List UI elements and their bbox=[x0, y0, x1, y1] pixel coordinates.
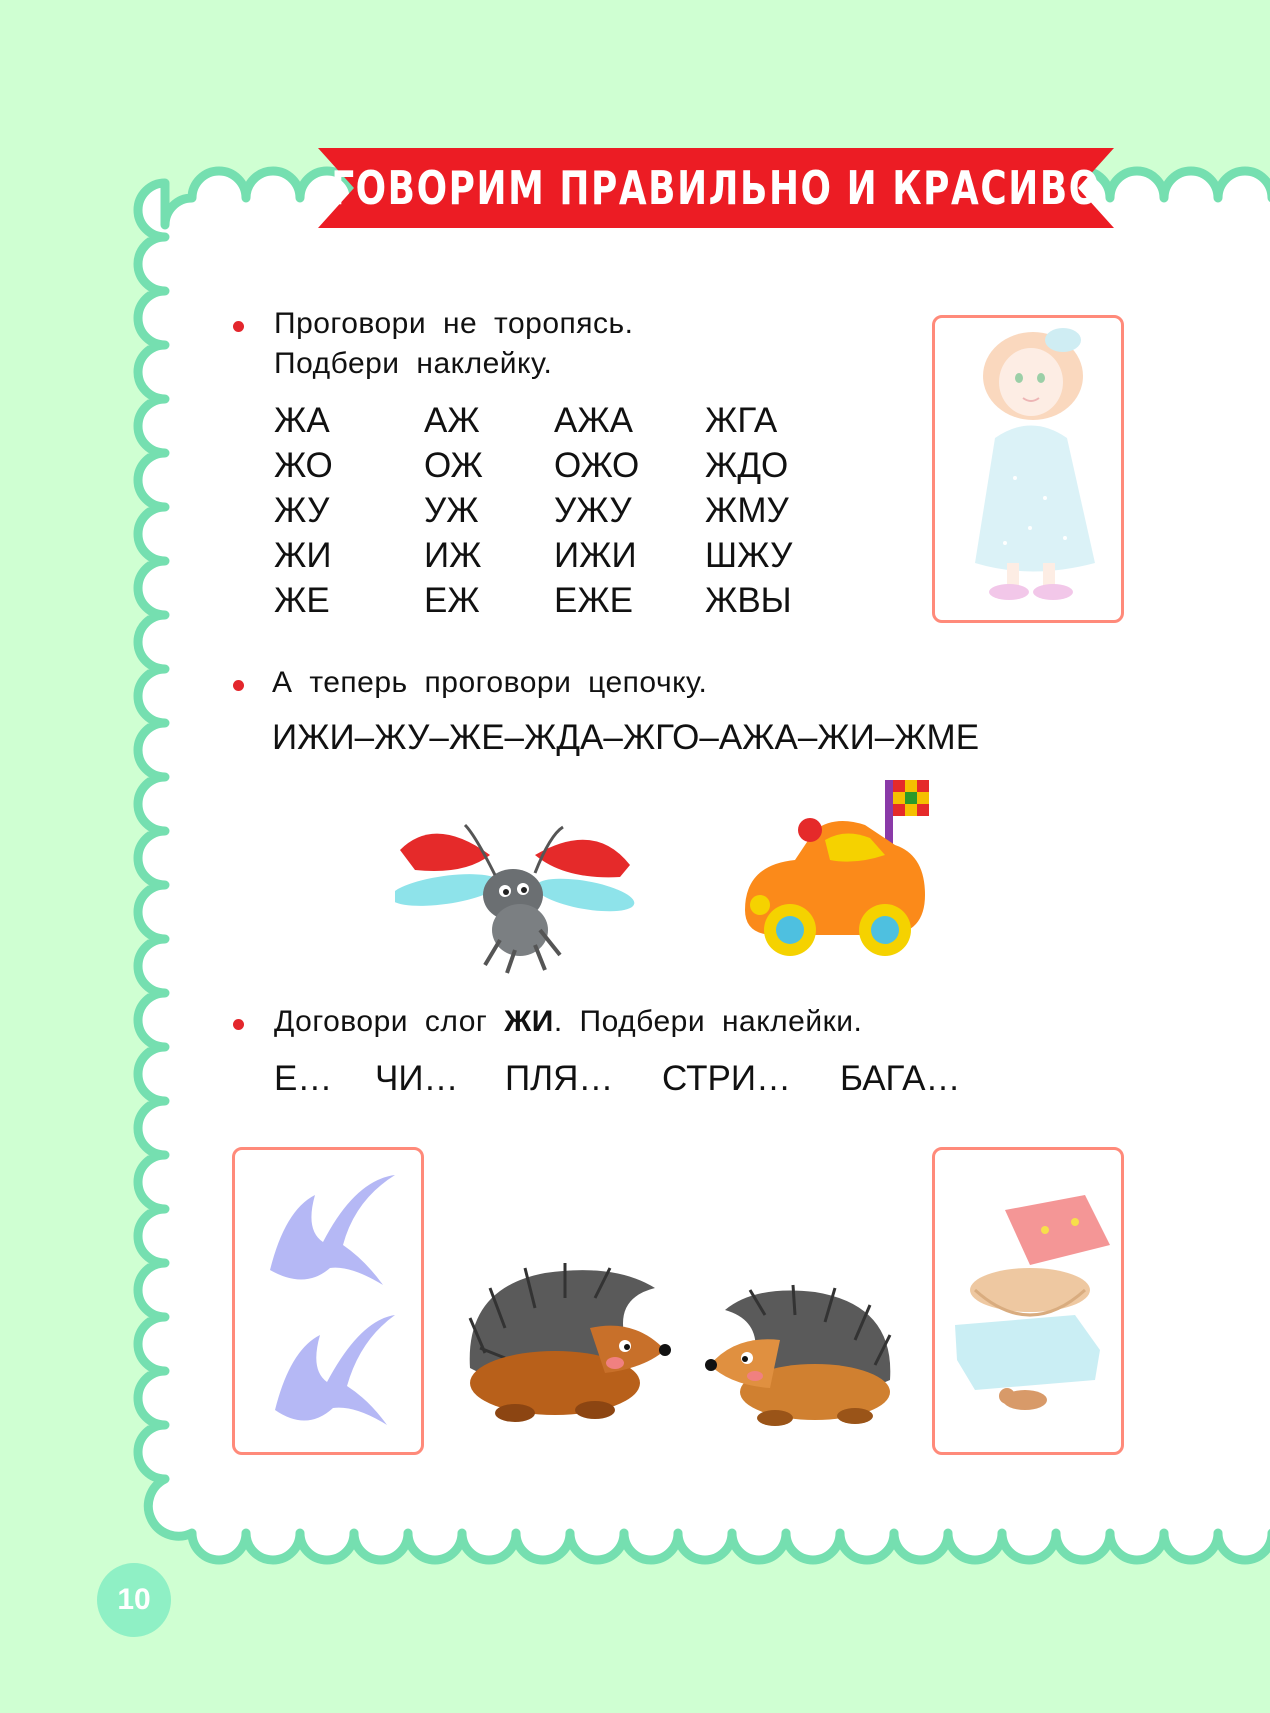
syllable: ОЖ bbox=[424, 446, 483, 485]
syllable-column-2 bbox=[424, 398, 483, 623]
syllable: ЕЖЕ bbox=[554, 581, 634, 620]
task3-instruction-after: . Подбери наклейки. bbox=[553, 1005, 863, 1038]
bullet-task2 bbox=[233, 680, 244, 691]
word-fragment: Е… bbox=[274, 1059, 333, 1098]
page-title: ГОВОРИМ ПРАВИЛЬНО И КРАСИВО bbox=[331, 161, 1101, 215]
luggage-sticker-icon bbox=[935, 1150, 1121, 1452]
syllable: ЖУ bbox=[274, 491, 330, 530]
syllable: УЖУ bbox=[554, 491, 632, 530]
syllable: ЖМУ bbox=[705, 491, 789, 530]
swallows-sticker-icon bbox=[235, 1150, 421, 1452]
task1-line2: Подбери наклейку. bbox=[274, 347, 553, 380]
toy-car-icon bbox=[735, 770, 935, 975]
task1-line1: Проговори не торопясь. bbox=[274, 307, 634, 340]
word-fragment: БАГА… bbox=[840, 1059, 961, 1098]
girl-sticker-icon bbox=[935, 318, 1121, 620]
syllable-column-4 bbox=[705, 398, 792, 623]
sticker-slot-girl[interactable] bbox=[932, 315, 1124, 623]
hedgehog-icon bbox=[465, 1258, 675, 1428]
syllable-chain: ИЖИ–ЖУ–ЖЕ–ЖДА–ЖГО–АЖА–ЖИ–ЖМЕ bbox=[272, 718, 980, 757]
word-fragment: СТРИ… bbox=[662, 1059, 791, 1098]
syllable: ЖВЫ bbox=[705, 581, 792, 620]
sticker-slot-swallows[interactable] bbox=[232, 1147, 424, 1455]
task3-instruction-before: Договори слог bbox=[274, 1005, 488, 1038]
word-fragment: ЧИ… bbox=[375, 1059, 459, 1098]
hedgehog-icon bbox=[705, 1280, 895, 1430]
syllable: АЖА bbox=[554, 401, 634, 440]
word-fragment: ПЛЯ… bbox=[505, 1059, 614, 1098]
task3-instruction bbox=[274, 1002, 862, 1042]
syllable: ЖО bbox=[274, 446, 333, 485]
syllable: ИЖИ bbox=[554, 536, 637, 575]
syllable: ЕЖ bbox=[424, 581, 480, 620]
syllable-column-1 bbox=[274, 398, 333, 623]
bullet-task1 bbox=[233, 321, 244, 332]
syllable: ОЖО bbox=[554, 446, 640, 485]
page-number: 10 bbox=[97, 1563, 171, 1637]
task3-syllable: ЖИ bbox=[504, 1005, 554, 1038]
syllable: ЖИ bbox=[274, 536, 332, 575]
beetle-icon bbox=[395, 815, 635, 975]
syllable: ЖДО bbox=[705, 446, 789, 485]
syllable: АЖ bbox=[424, 401, 480, 440]
sticker-slot-luggage[interactable] bbox=[932, 1147, 1124, 1455]
syllable: ЖГА bbox=[705, 401, 778, 440]
bullet-task3 bbox=[233, 1019, 244, 1030]
syllable-column-3 bbox=[554, 398, 639, 623]
syllable: ИЖ bbox=[424, 536, 482, 575]
syllable: УЖ bbox=[424, 491, 479, 530]
syllable: ЖА bbox=[274, 401, 330, 440]
syllable: ШЖУ bbox=[705, 536, 793, 575]
task2-instruction: А теперь проговори цепочку. bbox=[272, 666, 708, 699]
syllable: ЖЕ bbox=[274, 581, 330, 620]
